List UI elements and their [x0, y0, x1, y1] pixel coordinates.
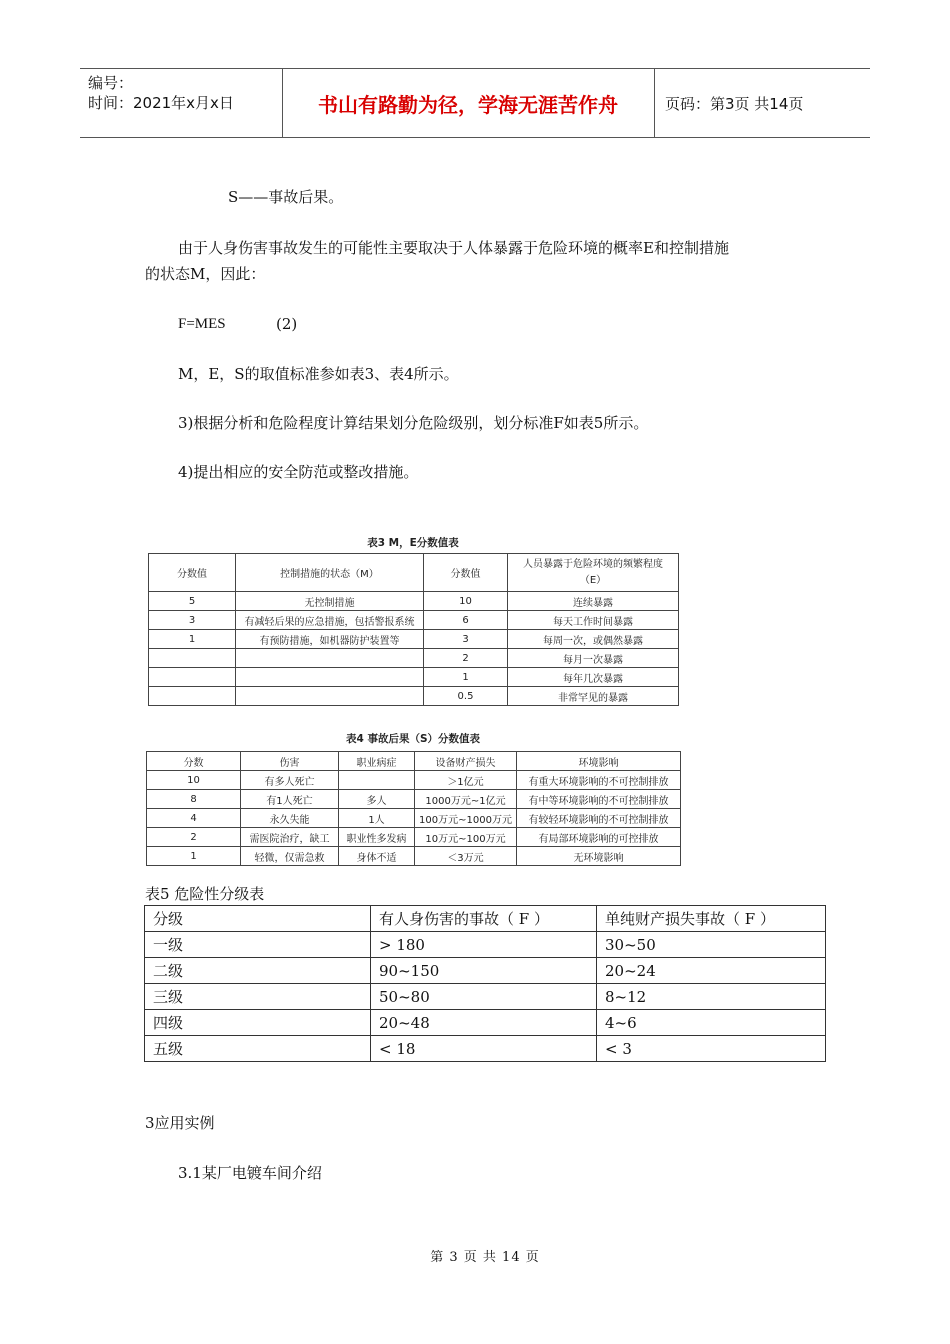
table-cell: 二级 [145, 958, 371, 984]
table4-header: 职业病症 [339, 752, 415, 771]
table-cell: 三级 [145, 984, 371, 1010]
table3-header: 分数值 [149, 554, 236, 592]
table-row [149, 649, 679, 668]
table-cell: 90~150 [371, 958, 597, 984]
table3-header [508, 554, 679, 592]
table-cell: 非常罕见的暴露 [508, 687, 679, 706]
table-cell [236, 649, 424, 668]
header-page-number: 页码：第3页 共14页 [665, 94, 804, 113]
table-cell: 有1人死亡 [241, 790, 339, 809]
table-cell: 职业性多发病 [339, 828, 415, 847]
subsection-heading: 3.1某厂电镀车间介绍 [178, 1164, 322, 1182]
table-row [149, 611, 679, 630]
table-cell: 30~50 [597, 932, 826, 958]
table-cell: 20~48 [371, 1010, 597, 1036]
table-row [147, 790, 681, 809]
table3-header-line: 人员暴露于危险环境的频繁程度 [523, 558, 663, 570]
table4 [146, 751, 681, 866]
table-row [147, 809, 681, 828]
table-cell: < 3 [597, 1036, 826, 1062]
table-cell: 4 [147, 809, 241, 828]
header-time: 时间：2021年x月x日 [88, 94, 234, 112]
table-cell: 有重大环境影响的不可控制排放 [517, 771, 681, 790]
table-cell: 2 [147, 828, 241, 847]
table-cell: 轻微，仅需急救 [241, 847, 339, 866]
table-cell [149, 687, 236, 706]
table-cell [236, 668, 424, 687]
table3-header-row [149, 554, 679, 592]
table4-header: 分数 [147, 752, 241, 771]
table-cell: 8 [147, 790, 241, 809]
table-row [147, 771, 681, 790]
table3-caption: 表3 M，E分数值表 [367, 537, 459, 549]
table-cell: 每年几次暴露 [508, 668, 679, 687]
table-cell: 6 [424, 611, 508, 630]
table-cell: 1 [149, 630, 236, 649]
table-cell: 2 [424, 649, 508, 668]
table3-header: 控制措施的状态（M） [236, 554, 424, 592]
table-cell: 0.5 [424, 687, 508, 706]
table-row [145, 932, 826, 958]
table-cell: 有较轻环境影响的不可控制排放 [517, 809, 681, 828]
definition-s: S——事故后果。 [228, 188, 344, 206]
table3-header: 分数值 [424, 554, 508, 592]
header-motto: 书山有路勤为径，学海无涯苦作舟 [318, 92, 618, 117]
header-meta [80, 69, 280, 137]
formula: F=MES [178, 316, 226, 332]
table4-header: 环境影响 [517, 752, 681, 771]
header-number: 编号： [88, 74, 134, 92]
table4-header: 设备财产损失 [415, 752, 517, 771]
table-cell [339, 771, 415, 790]
table4-caption: 表4 事故后果（S）分数值表 [345, 733, 481, 745]
formula-number: (2) [276, 315, 298, 333]
table-cell: 1 [424, 668, 508, 687]
table-row [145, 1010, 826, 1036]
table-cell: 50~80 [371, 984, 597, 1010]
table-cell: > 180 [371, 932, 597, 958]
table-cell: 有局部环境影响的可控排放 [517, 828, 681, 847]
table-cell: 20~24 [597, 958, 826, 984]
table-row [149, 630, 679, 649]
table-cell [149, 649, 236, 668]
table-cell: 有多人死亡 [241, 771, 339, 790]
step-3: 3)根据分析和危险程度计算结果划分危险级别，划分标准F如表5所示。 [178, 414, 649, 432]
table-cell: 有中等环境影响的不可控制排放 [517, 790, 681, 809]
table-row [145, 958, 826, 984]
table-cell: 永久失能 [241, 809, 339, 828]
table4-header: 伤害 [241, 752, 339, 771]
table-cell: 10 [147, 771, 241, 790]
table4-header-row [147, 752, 681, 771]
table5-header: 分级 [145, 906, 371, 932]
table-cell: 四级 [145, 1010, 371, 1036]
table-row [149, 592, 679, 611]
table-row [149, 687, 679, 706]
table-cell: 10万元~100万元 [415, 828, 517, 847]
table-row [147, 847, 681, 866]
table-cell: < 18 [371, 1036, 597, 1062]
table5 [144, 905, 826, 1062]
table5-header: 有人身伤害的事故（ F ） [371, 906, 597, 932]
table5-header-row [145, 906, 826, 932]
table-row [145, 984, 826, 1010]
table-cell: 无环境影响 [517, 847, 681, 866]
paragraph-line-1: 由于人身伤害事故发生的可能性主要取决于人体暴露于危险环境的概率E和控制措施 [178, 239, 729, 257]
table3 [148, 553, 679, 706]
table-cell: ＞1亿元 [415, 771, 517, 790]
mes-reference: M，E，S的取值标准参如表3、表4所示。 [178, 365, 459, 383]
page-header [80, 68, 870, 138]
page-footer: 第 3 页 共 14 页 [430, 1250, 540, 1265]
table-cell: 有预防措施，如机器防护装置等 [236, 630, 424, 649]
table-cell: 10 [424, 592, 508, 611]
table-cell: 5 [149, 592, 236, 611]
table-cell: 一级 [145, 932, 371, 958]
table-row [145, 1036, 826, 1062]
table-row [149, 668, 679, 687]
table-cell: 100万元~1000万元 [415, 809, 517, 828]
table-cell: 8~12 [597, 984, 826, 1010]
table-cell [236, 687, 424, 706]
table-cell [149, 668, 236, 687]
table-cell: 连续暴露 [508, 592, 679, 611]
table-cell: 3 [149, 611, 236, 630]
table5-caption: 表5 危险性分级表 [145, 885, 265, 903]
table-cell: 4~6 [597, 1010, 826, 1036]
section-heading: 3应用实例 [145, 1114, 215, 1132]
table-cell: 需医院治疗，缺工 [241, 828, 339, 847]
table-cell: 1 [147, 847, 241, 866]
table-cell: 五级 [145, 1036, 371, 1062]
table-cell: 无控制措施 [236, 592, 424, 611]
paragraph-line-2: 的状态M，因此： [145, 265, 266, 283]
table-cell: 每月一次暴露 [508, 649, 679, 668]
table-cell: 1000万元~1亿元 [415, 790, 517, 809]
table-cell: 1人 [339, 809, 415, 828]
table-cell: 有减轻后果的应急措施，包括警报系统 [236, 611, 424, 630]
table-cell: 3 [424, 630, 508, 649]
table-cell: ＜3万元 [415, 847, 517, 866]
table-row [147, 828, 681, 847]
table-cell: 每天工作时间暴露 [508, 611, 679, 630]
table-cell: 多人 [339, 790, 415, 809]
table5-header: 单纯财产损失事故（ F ） [597, 906, 826, 932]
step-4: 4)提出相应的安全防范或整改措施。 [178, 463, 419, 481]
table3-header-line: （E） [579, 574, 607, 586]
table-cell: 每周一次，或偶然暴露 [508, 630, 679, 649]
table-cell: 身体不适 [339, 847, 415, 866]
